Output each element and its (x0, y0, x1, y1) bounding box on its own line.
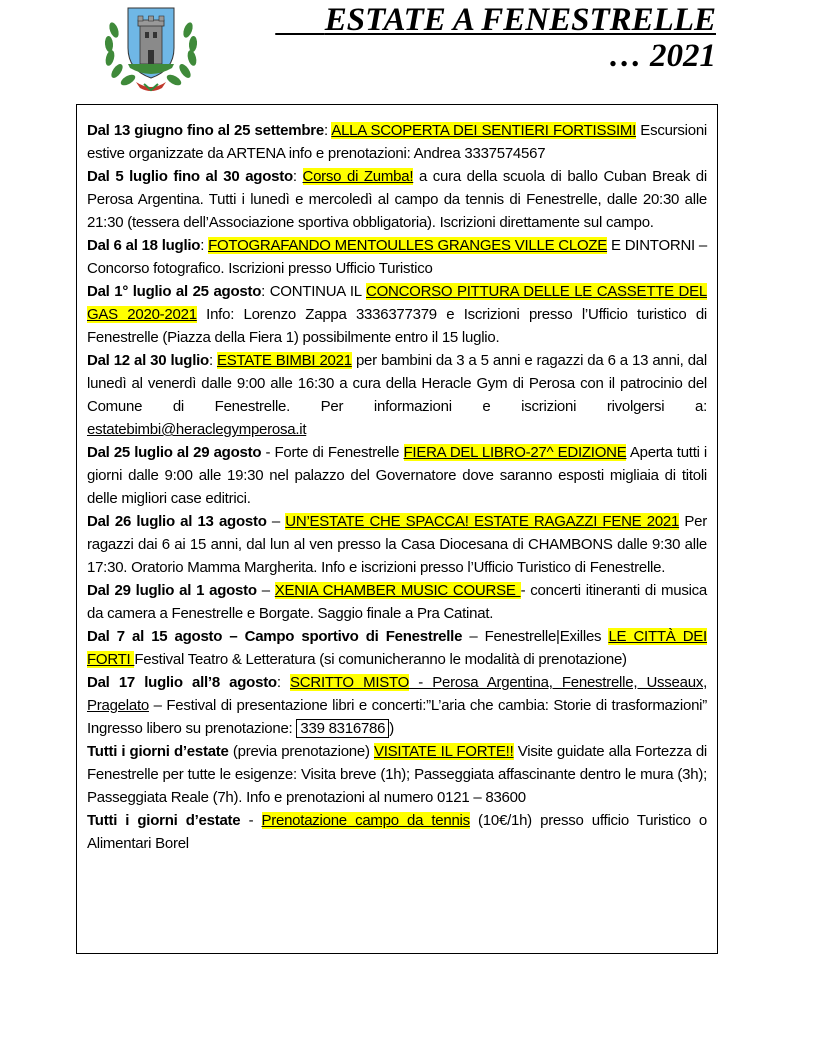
email-link[interactable]: estatebimbi@heraclegymperosa.it (87, 421, 307, 438)
event-highlight: ESTATE BIMBI 2021 (217, 352, 352, 369)
event-highlight: Prenotazione campo da tennis (261, 812, 470, 829)
events-box (76, 104, 718, 954)
event-text: - concerti itineranti di musica da camera a Fenestrelle e Borgate. Saggio finale a Pra Catinat. (87, 582, 708, 622)
event-date: Dal 12 al 30 luglio (87, 352, 209, 369)
event-text: Visite guidate alla Fortezza di Fenestrelle per tutte le esigenze: Visita breve (1h); Passeggiata affascinante dentro le mura (3h); Passeggiata Reale (7h). Info e prenotazioni al numero 0121 – 83600 (87, 743, 707, 806)
event-text: Aperta tutti i giorni dalle 9:00 alle 19:30 nel palazzo del Governatore dove saranno esposti migliaia di titoli delle migliori case editrici. (87, 444, 708, 507)
event-separator: : (276, 674, 291, 691)
phone-number: 339 8316786 (296, 719, 389, 738)
event-highlight: FIERA DEL LIBRO-27^ EDIZIONE (403, 444, 627, 461)
event-separator: - Forte di Fenestrelle (261, 444, 404, 461)
event-date: Dal 17 luglio all’8 agosto (87, 674, 277, 691)
event-separator: : (208, 352, 217, 369)
event-entry (87, 579, 707, 625)
event-separator: – (256, 582, 275, 599)
event-entry (87, 625, 707, 671)
event-separator: : (292, 168, 303, 185)
event-separator: (previa prenotazione) (228, 743, 374, 760)
event-locations: - Perosa Argentina, Fenestrelle, Usseaux, Pragelato (87, 674, 708, 714)
event-separator: - (240, 812, 262, 829)
event-text: Festival Teatro & Letteratura (si comunicheranno le modalità di prenotazione) (134, 651, 627, 668)
event-entry (87, 740, 707, 809)
event-separator: : CONTINUA IL (261, 283, 366, 300)
event-highlight: FOTOGRAFANDO MENTOULLES GRANGES VILLE CLOZE (208, 237, 608, 254)
event-entry (87, 510, 707, 579)
event-date: Dal 5 luglio fino al 30 agosto (87, 168, 293, 185)
event-highlight: XENIA CHAMBER MUSIC COURSE (274, 582, 521, 599)
event-entry (87, 441, 707, 510)
event-date: Dal 26 luglio al 13 agosto (87, 513, 267, 530)
event-date: Dal 6 al 18 luglio (87, 237, 201, 254)
event-date: Tutti i giorni d’estate (87, 743, 229, 760)
title-line-1: ESTATE A FENESTRELLE (324, 2, 716, 38)
event-entry (87, 349, 707, 441)
event-highlight: LE CITTÀ DEI FORTI (87, 628, 707, 668)
event-text: (10€/1h) presso ufficio Turistico o Alimentari Borel (87, 812, 707, 852)
page-title (210, 2, 716, 74)
event-text: Info: Lorenzo Zappa 3336377379 e Iscrizioni presso l’Ufficio turistico di Fenestrelle (Piazza della Fiera 1) possibilmente entro il 15 luglio. (87, 306, 708, 346)
event-date: Dal 25 luglio al 29 agosto (87, 444, 262, 461)
event-separator: – Fenestrelle|Exilles (462, 628, 609, 645)
event-highlight: UN’ESTATE CHE SPACCA! ESTATE RAGAZZI FENE 2021 (285, 513, 680, 530)
event-text: a cura della scuola di ballo Cuban Break di Perosa Argentina. Tutti i lunedì e mercoledì al campo da tennis di Fenestrelle, dalle 20:30 alle 21:30 (tessera dell’Associazione sportiva obbligatoria). Iscrizioni direttamente sul campo. (87, 168, 707, 231)
event-entry (87, 671, 707, 740)
event-date: Tutti i giorni d’estate (87, 812, 241, 829)
event-date: Dal 29 luglio al 1 agosto (87, 582, 257, 599)
event-highlight: Corso di Zumba! (302, 168, 414, 185)
event-separator: : (323, 122, 332, 139)
event-entry (87, 280, 707, 349)
event-highlight: VISITATE IL FORTE!! (373, 743, 514, 760)
event-highlight: SCRITTO MISTO (290, 674, 410, 691)
title-line-2: … 2021 (608, 38, 716, 74)
event-separator: – (266, 513, 286, 530)
event-entry (87, 234, 707, 280)
event-entry (87, 165, 707, 234)
event-text: E DINTORNI – Concorso fotografico. Iscrizioni presso Ufficio Turistico (87, 237, 707, 277)
event-text: Per ragazzi dai 6 ai 15 anni, dal lun al ven presso la Casa Diocesana di CHAMBONS dalle 9:30 alle 17:30. Oratorio Mamma Margherita. Info e iscrizioni presso l’Ufficio Turistico di Fenestrelle. (87, 513, 707, 576)
event-date: Dal 1° luglio al 25 agosto (87, 283, 262, 300)
event-text: – Festival di presentazione libri e concerti:”L’aria che cambia: Storie di trasformazioni” Ingresso libero su prenotazione: (87, 697, 707, 737)
event-highlight: CONCORSO PITTURA DELLE LE CASSETTE DEL GAS 2020-2021 (87, 283, 707, 323)
event-text: Escursioni estive organizzate da ARTENA info e prenotazioni: Andrea 3337574567 (87, 122, 707, 162)
event-separator: : (200, 237, 209, 254)
event-highlight: ALLA SCOPERTA DEI SENTIERI FORTISSIMI (331, 122, 637, 139)
event-text: per bambini da 3 a 5 anni e ragazzi da 6 a 13 anni, dal lunedì al venerdì dalle 9:00 alle 16:30 a cura della Heracle Gym di Perosa con il patrocinio del Comune di Fenestrelle. Per informazioni e iscrizioni rivolgersi a: (87, 352, 707, 415)
event-date: Dal 7 al 15 agosto – Campo sportivo di Fenestrelle (87, 628, 463, 645)
municipal-crest-icon (100, 0, 202, 94)
event-tail: ) (389, 720, 394, 737)
event-entry (87, 119, 707, 165)
event-entry (87, 809, 707, 855)
event-date: Dal 13 giugno fino al 25 settembre (87, 122, 324, 139)
